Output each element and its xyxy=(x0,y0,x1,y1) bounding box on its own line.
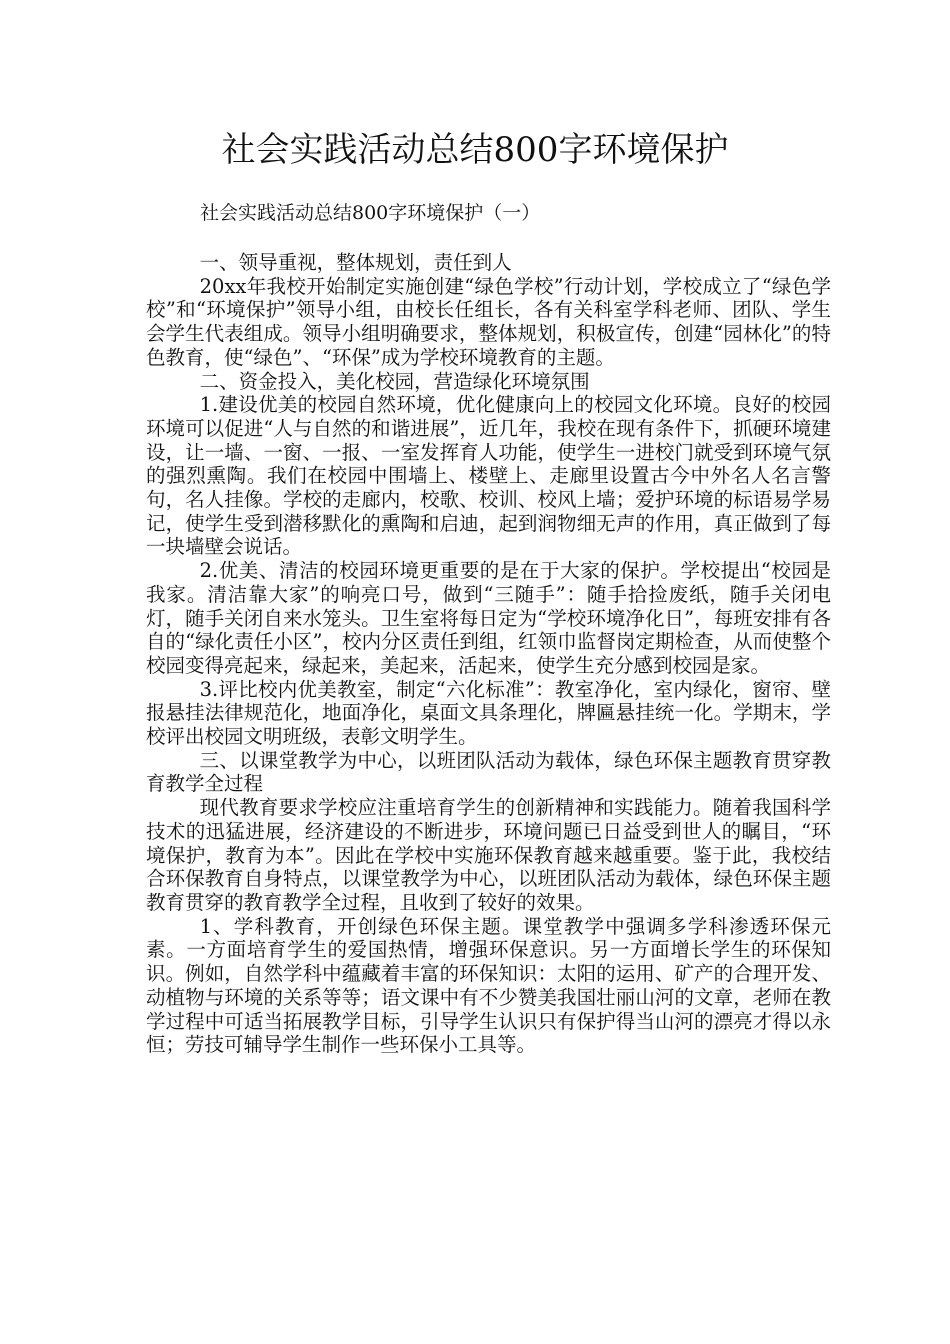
document-body xyxy=(146,251,831,1057)
paragraph: 1.建设优美的校园自然环境，优化健康向上的校园文化环境。良好的校园环境可以促进“人与自然的和谐进展”，近几年，我校在现有条件下，抓硬环境建设，让一墙、一窗、一报、一室发挥育人功能，使学生一进校门就受到环境气氛的强烈熏陶。我们在校园中围墙上、楼壁上、走廊里设置古今中外名人名言警句，名人挂像。学校的走廊内，校歌、校训、校风上墙；爱护环境的标语易学易记，使学生受到潜移默化的熏陶和启迪，起到润物细无声的作用，真正做到了每一块墙壁会说话。 xyxy=(146,393,831,559)
paragraph: 现代教育要求学校应注重培育学生的创新精神和实践能力。随着我国科学技术的迅猛进展，经济建设的不断进步，环境问题已日益受到世人的瞩目，“环境保护，教育为本”。因此在学校中实施环保教育越来越重要。鉴于此，我校结合环保教育自身特点，以课堂教学为中心，以班团队活动为载体，绿色环保主题教育贯穿的教育教学全过程，且收到了较好的效果。 xyxy=(146,796,831,914)
document-subtitle: 社会实践活动总结800字环境保护（一） xyxy=(200,202,541,224)
paragraph: 1、学科教育，开创绿色环保主题。课堂教学中强调多学科渗透环保元素。一方面培育学生的爱国热情，增强环保意识。另一方面增长学生的环保知识。例如，自然学科中蕴藏着丰富的环保知识：太阳的运用、矿产的合理开发、动植物与环境的关系等等；语文课中有不少赞美我国壮丽山河的文章，老师在教学过程中可适当拓展教学目标，引导学生认识只有保护得当山河的漂亮才得以永恒；劳技可辅导学生制作一些环保小工具等。 xyxy=(146,914,831,1057)
document-title: 社会实践活动总结800字环境保护 xyxy=(221,130,729,170)
paragraph: 2.优美、清洁的校园环境更重要的是在于大家的保护。学校提出“校园是我家。清洁靠大家”的响亮口号，做到“三随手”：随手拾捡废纸，随手关闭电灯，随手关闭自来水笼头。卫生室将每日定为“学校环境净化日”，每班安排有各自的“绿化责任小区”，校内分区责任到组，红领巾监督岗定期检查，从而使整个校园变得亮起来，绿起来，美起来，活起来，使学生充分感到校园是家。 xyxy=(146,559,831,677)
heading-leadership: 一、领导重视，整体规划，责任到人 xyxy=(199,251,512,274)
paragraph: 3.评比校内优美教室，制定“六化标准”：教室净化，室内绿化，窗帘、壁报悬挂法律规范化，地面净化，桌面文具条理化，牌匾悬挂统一化。学期末，学校评出校园文明班级，表彰文明学生。 xyxy=(146,677,831,749)
paragraph: 20xx年我校开始制定实施创建“绿色学校”行动计划，学校成立了“绿色学校”和“环境保护”领导小组，由校长任组长，各有关科室学科老师、团队、学生会学生代表组成。领导小组明确要求，整体规划，积极宣传，创建“园林化”的特色教育，使“绿色”、“环保”成为学校环境教育的主题。 xyxy=(146,274,831,369)
heading-classroom: 三、以课堂教学为中心，以班团队活动为载体，绿色环保主题教育贯穿教育教学全过程 xyxy=(146,748,831,796)
heading-funding: 二、资金投入，美化校园，营造绿化环境氛围 xyxy=(199,369,590,393)
